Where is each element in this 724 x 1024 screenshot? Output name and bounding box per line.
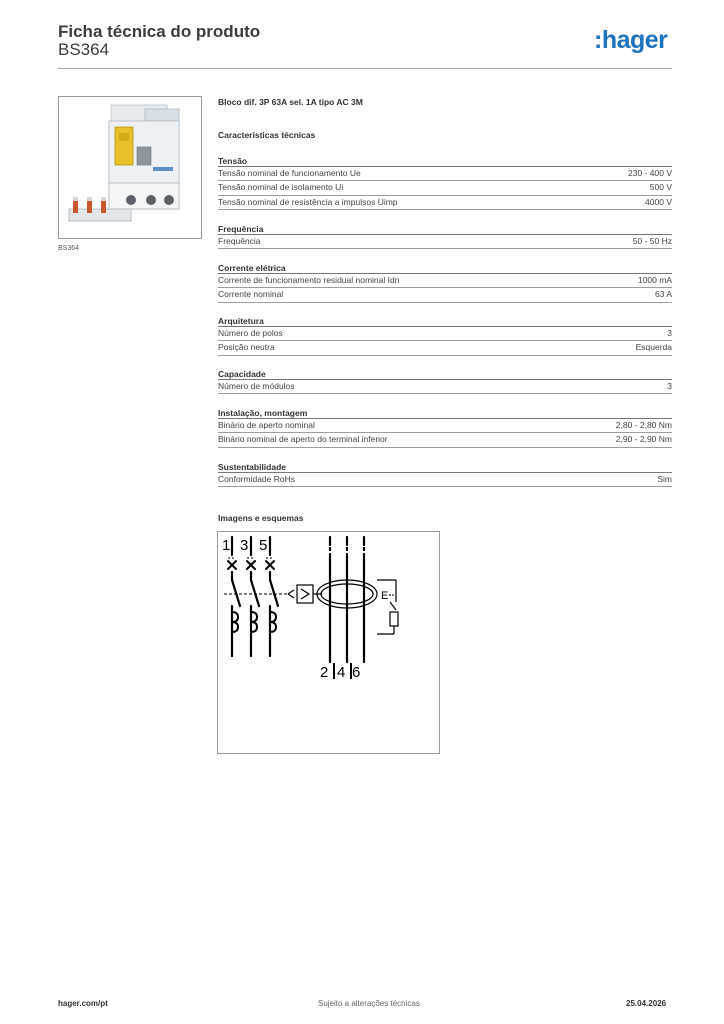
footer-website: hager.com/pt bbox=[58, 999, 108, 1008]
spec-value: Sim bbox=[657, 474, 672, 484]
section-installation bbox=[218, 407, 672, 448]
section-sustainability bbox=[218, 461, 672, 487]
hager-logo: :hager bbox=[594, 26, 668, 54]
spec-label: Conformidade RoHs bbox=[218, 474, 296, 484]
spec-row bbox=[218, 274, 672, 288]
spec-row bbox=[218, 181, 672, 195]
document-title: Ficha técnica do produto bbox=[58, 22, 261, 41]
spec-row bbox=[218, 288, 672, 302]
section-title: Capacidade bbox=[218, 368, 672, 380]
terminal-label: 3 bbox=[240, 537, 249, 554]
wiring-diagram bbox=[217, 531, 440, 754]
section-title: Arquitetura bbox=[218, 315, 672, 327]
header-divider bbox=[58, 68, 672, 69]
spec-row bbox=[218, 433, 672, 447]
spec-label: Número de polos bbox=[218, 328, 283, 338]
terminal-label: 6 bbox=[352, 664, 361, 681]
image-caption: BS364 bbox=[58, 245, 80, 252]
spec-label: Binário nominal de aperto do terminal inferior bbox=[218, 434, 388, 445]
spec-row bbox=[218, 380, 672, 394]
section-title: Tensão bbox=[218, 155, 672, 167]
spec-value: 2,90 - 2,90 Nm bbox=[615, 434, 672, 445]
spec-label: Tensão nominal de isolamento Ui bbox=[218, 182, 344, 193]
spec-label: Tensão nominal de funcionamento Ue bbox=[218, 168, 361, 178]
section-current bbox=[218, 262, 672, 303]
spec-label: Binário de aperto nominal bbox=[218, 420, 315, 430]
spec-row bbox=[218, 235, 672, 249]
spec-value: 230 - 400 V bbox=[628, 168, 672, 178]
spec-row bbox=[218, 167, 672, 181]
spec-label: Tensão nominal de resistência a impulsos Uimp bbox=[218, 196, 398, 207]
section-capacity bbox=[218, 368, 672, 394]
section-frequency bbox=[218, 223, 672, 249]
spec-label: Corrente nominal bbox=[218, 289, 284, 300]
images-heading: Imagens e esquemas bbox=[218, 513, 304, 523]
specs-heading: Características técnicas bbox=[218, 130, 316, 140]
spec-value: 1000 mA bbox=[637, 275, 672, 285]
svg-text:E: E bbox=[381, 590, 389, 602]
spec-value: 4000 V bbox=[645, 196, 672, 207]
spec-value: 3 bbox=[667, 381, 672, 391]
spec-row bbox=[218, 419, 672, 433]
spec-label: Corrente de funcionamento residual nominal Idn bbox=[218, 275, 400, 285]
footer-disclaimer: Sujeito a alterações técnicas bbox=[318, 999, 420, 1008]
spec-value: 50 - 50 Hz bbox=[632, 236, 672, 246]
spec-value: 63 A bbox=[654, 289, 672, 300]
section-voltage bbox=[218, 155, 672, 210]
spec-label: Número de módulos bbox=[218, 381, 295, 391]
product-code: BS364 bbox=[58, 40, 110, 59]
spec-row bbox=[218, 196, 672, 210]
spec-row bbox=[218, 341, 672, 355]
section-architecture bbox=[218, 315, 672, 356]
product-description: Bloco dif. 3P 63A sel. 1A tipo AC 3M bbox=[218, 97, 363, 107]
spec-label: Posição neutra bbox=[218, 342, 275, 353]
spec-row bbox=[218, 473, 672, 487]
terminal-label: 2 bbox=[320, 664, 329, 681]
spec-value: 3 bbox=[667, 328, 672, 338]
section-title: Instalação, montagem bbox=[218, 407, 672, 419]
spec-value: 2,80 - 2,80 Nm bbox=[615, 420, 672, 430]
footer-date: 25.04.2026 bbox=[626, 999, 667, 1008]
product-illustration bbox=[59, 97, 202, 239]
product-image bbox=[58, 96, 202, 239]
spec-label: Frequência bbox=[218, 236, 261, 246]
terminal-label: 5 bbox=[259, 537, 268, 554]
section-title: Corrente elétrica bbox=[218, 262, 672, 274]
section-title: Frequência bbox=[218, 223, 672, 235]
terminal-label: 1 bbox=[222, 537, 231, 554]
spec-value: 500 V bbox=[649, 182, 672, 193]
section-title: Sustentabilidade bbox=[218, 461, 672, 473]
wiring-schematic bbox=[218, 532, 439, 753]
spec-value: Esquerda bbox=[635, 342, 672, 353]
terminal-label: 4 bbox=[337, 664, 346, 681]
spec-row bbox=[218, 327, 672, 341]
